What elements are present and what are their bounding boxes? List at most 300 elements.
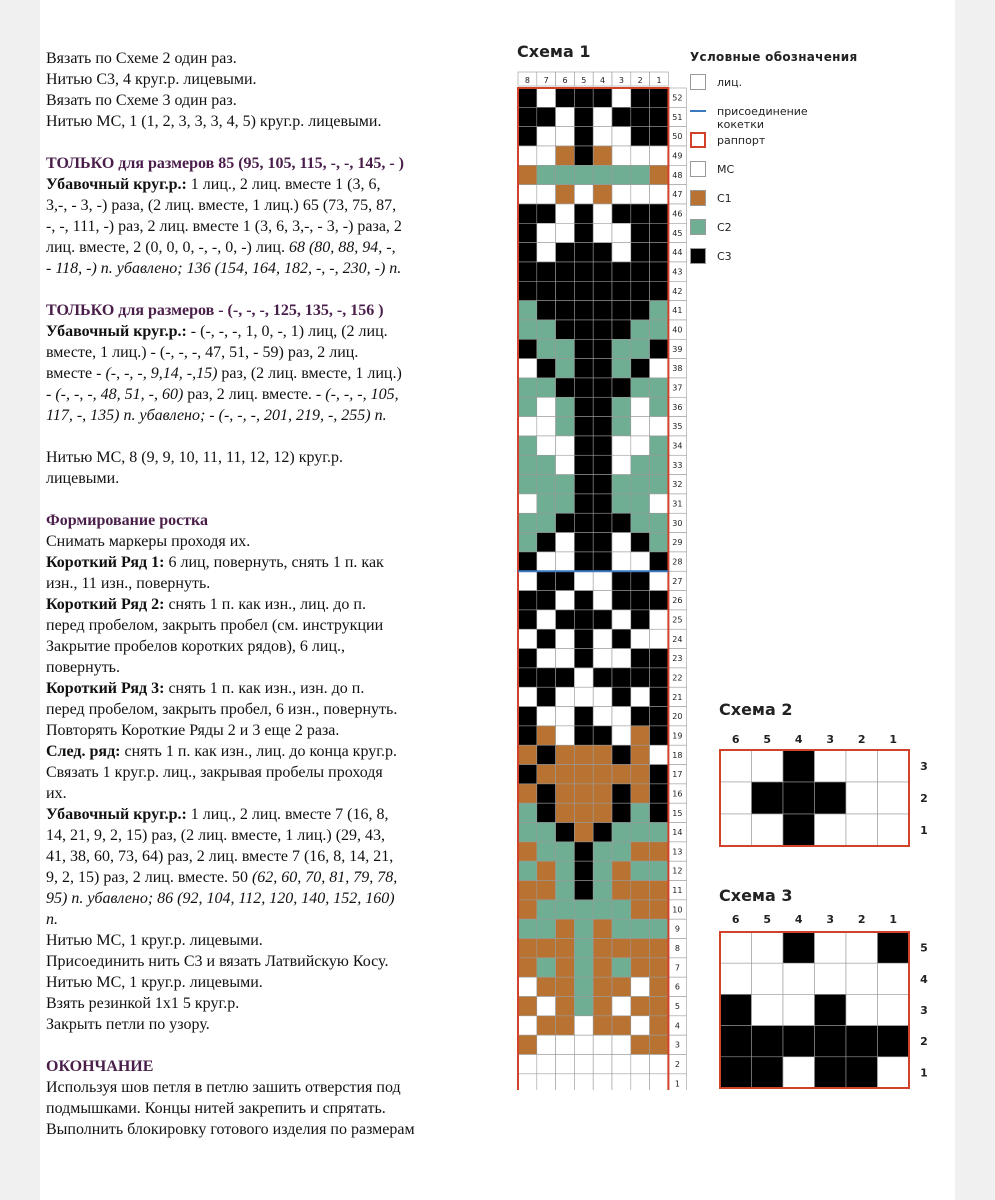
chart-cell [593, 552, 612, 571]
legend-item [690, 157, 857, 186]
chart-cell [574, 784, 593, 803]
instruction-line [46, 951, 466, 972]
col-label: 2 [857, 733, 866, 746]
text-run: их. [46, 785, 67, 802]
chart-cell [612, 378, 631, 397]
chart-cell [556, 436, 575, 455]
chart-cell [537, 977, 556, 996]
chart-cell [537, 881, 556, 900]
chart-cell [612, 243, 631, 262]
text-run: Короткий Ряд 3: [46, 680, 165, 697]
col-label: 1 [889, 733, 898, 746]
chart-cell [815, 963, 847, 994]
chart-cell [593, 127, 612, 146]
text-run: ОКОНЧАНИЕ [46, 1058, 154, 1075]
text-run: лицевыми. [46, 470, 120, 487]
chart-cell [612, 668, 631, 687]
legend-title: Условные обозначения [690, 50, 858, 64]
chart-cell [518, 146, 537, 165]
text-run: раз, 2 лиц. вместе. - [183, 386, 326, 403]
chart-cell [556, 977, 575, 996]
chart-cell [593, 320, 612, 339]
chart-cell [815, 1026, 847, 1057]
text-run: 3,-, - 3, -) раза, (2 лиц. вместе, 1 лиц.) 65 (73, 75, 87, [46, 197, 397, 214]
chart-cell [518, 861, 537, 880]
chart-cell [631, 262, 650, 281]
legend-item [690, 99, 857, 131]
chart-cell [537, 223, 556, 242]
chart-cell [593, 861, 612, 880]
instruction-line [46, 300, 466, 321]
chart-cell [574, 204, 593, 223]
chart-cell [612, 127, 631, 146]
col-label: 2 [637, 76, 643, 85]
chart-cell [612, 842, 631, 861]
row-label: 46 [672, 209, 683, 219]
instruction-line [46, 888, 466, 909]
instruction-line [46, 1119, 466, 1140]
chart-cell [631, 1074, 650, 1090]
chart-cell [650, 668, 669, 687]
chart-cell [556, 823, 575, 842]
chart-cell [556, 591, 575, 610]
chart-cell [631, 185, 650, 204]
instruction-line [46, 174, 466, 195]
row-label: 49 [672, 151, 683, 161]
chart-cell [556, 649, 575, 668]
chart-cell [556, 1055, 575, 1074]
chart-cell [593, 1035, 612, 1054]
chart-cell [752, 814, 784, 846]
chart-cell [556, 359, 575, 378]
chart-cell [612, 397, 631, 416]
chart-cell [518, 919, 537, 938]
chart-cell [815, 750, 847, 782]
chart-cell [631, 281, 650, 300]
chart-cell [537, 146, 556, 165]
chart-cell [631, 591, 650, 610]
chart-cell [650, 571, 669, 590]
chart-cell [556, 726, 575, 745]
chart-cell [574, 165, 593, 184]
chart-cell [556, 397, 575, 416]
chart-cell [650, 397, 669, 416]
row-label: 1 [920, 823, 928, 837]
chart-cell [631, 726, 650, 745]
chart-cell [631, 359, 650, 378]
chart-cell [752, 963, 784, 994]
chart-cell [612, 745, 631, 764]
chart-cell [574, 668, 593, 687]
row-label: 34 [672, 441, 683, 451]
chart-cell [518, 533, 537, 552]
row-label: 43 [672, 267, 683, 277]
instruction-line [46, 237, 466, 258]
instruction-line [46, 363, 466, 384]
chart-cell [518, 243, 537, 262]
chart-cell [593, 1016, 612, 1035]
row-label: 4 [674, 1021, 680, 1031]
legend-item [690, 128, 857, 157]
chart-cell [518, 629, 537, 648]
row-label: 7 [674, 963, 680, 973]
row-label: 19 [672, 731, 683, 741]
instruction-line [46, 783, 466, 804]
text-run: Вязать по Схеме 3 один раз. [46, 92, 237, 109]
row-label: 13 [672, 847, 683, 857]
legend-label: лиц. [717, 76, 743, 89]
chart-cell [612, 223, 631, 242]
chart-cell [631, 513, 650, 532]
instruction-line [46, 1098, 466, 1119]
instruction-line [46, 510, 466, 531]
chart-cell [752, 1026, 784, 1057]
chart-cell [593, 513, 612, 532]
chart-cell [537, 629, 556, 648]
chart-cell [574, 127, 593, 146]
spacer [46, 489, 466, 510]
chart-cell [612, 494, 631, 513]
chart-cell [612, 88, 631, 107]
chart-cell [593, 204, 612, 223]
text-run: 41, 38, 60, 73, 64) раз, 2 лиц. вместе 7 (16, 8, 14, 21, [46, 848, 394, 865]
chart-cell [518, 803, 537, 822]
row-label: 52 [672, 93, 683, 103]
chart-cell [593, 397, 612, 416]
col-label: 4 [794, 733, 803, 746]
chart-cell [537, 997, 556, 1016]
spacer [46, 279, 466, 300]
legend [690, 50, 857, 273]
chart-cell [593, 571, 612, 590]
chart-cell [537, 533, 556, 552]
chart-cell [650, 1055, 669, 1074]
chart-cell [631, 494, 650, 513]
instruction-line [46, 825, 466, 846]
instruction-line [46, 1077, 466, 1098]
row-label: 40 [672, 325, 683, 335]
instruction-line [46, 111, 466, 132]
legend-item [690, 186, 857, 215]
chart-cell [518, 88, 537, 107]
text-run: Выполнить блокировку готового изделия по размерам [46, 1121, 415, 1138]
chart-cell [518, 1055, 537, 1074]
row-label: 27 [672, 576, 683, 586]
chart-cell [650, 455, 669, 474]
instruction-line [46, 1056, 466, 1077]
text-run: - (-, -, -, 1, 0, -, 1) лиц, (2 лиц. [186, 323, 388, 340]
text-run: Убавочный круг.р.: [46, 323, 187, 340]
chart-cell [537, 1035, 556, 1054]
chart-cell [650, 243, 669, 262]
chart-cell [650, 803, 669, 822]
chart-cell [612, 939, 631, 958]
chart-cell [574, 378, 593, 397]
instruction-line [46, 195, 466, 216]
chart-cell [574, 494, 593, 513]
chart-cell [650, 107, 669, 126]
chart-cell [631, 475, 650, 494]
chart-cell [752, 994, 784, 1025]
text-run: ТОЛЬКО для размеров - (-, -, -, 125, 135, -, 156 ) [46, 302, 384, 319]
chart-cell [537, 958, 556, 977]
chart-cell [612, 1035, 631, 1054]
row-label: 31 [672, 499, 683, 509]
row-label: 3 [674, 1040, 680, 1050]
chart-cell [518, 359, 537, 378]
instruction-line [46, 48, 466, 69]
chart-cell [612, 262, 631, 281]
chart-cell [650, 436, 669, 455]
chart-cell [518, 417, 537, 436]
chart-cell [556, 378, 575, 397]
chart-cell [631, 165, 650, 184]
row-label: 2 [920, 1035, 928, 1049]
chart-cell [537, 262, 556, 281]
row-label: 8 [674, 944, 680, 954]
chart-cell [518, 262, 537, 281]
chart-cell [556, 552, 575, 571]
chart-cell [650, 475, 669, 494]
row-label: 18 [672, 750, 683, 760]
instruction-line [46, 153, 466, 174]
chart-cell [556, 243, 575, 262]
chart-cell [518, 127, 537, 146]
chart-cell [650, 745, 669, 764]
text-run: Нитью МС, 1 (1, 2, 3, 3, 3, 4, 5) круг.р. лицевыми. [46, 113, 382, 130]
row-label: 33 [672, 460, 683, 470]
text-run: Убавочный круг.р.: [46, 176, 187, 193]
chart-cell [593, 107, 612, 126]
chart-cell [593, 262, 612, 281]
chart-cell [631, 243, 650, 262]
chart-cell [518, 997, 537, 1016]
chart-cell [556, 784, 575, 803]
row-label: 38 [672, 364, 683, 374]
chart-cell [631, 339, 650, 358]
chart-cell [593, 339, 612, 358]
chart-cell [593, 977, 612, 996]
chart-cell [537, 1055, 556, 1074]
chart-cell [537, 339, 556, 358]
chart-cell [593, 803, 612, 822]
row-label: 15 [672, 808, 683, 818]
chart-cell [518, 881, 537, 900]
chart-cell [556, 455, 575, 474]
chart-cell [878, 814, 910, 846]
chart-cell [815, 814, 847, 846]
instruction-line [46, 972, 466, 993]
chart-cell [631, 610, 650, 629]
chart-cell [518, 900, 537, 919]
instruction-line [46, 657, 466, 678]
chart-cell [612, 359, 631, 378]
chart-cell [518, 571, 537, 590]
text-run: 68 (80, 88, 94, -, [288, 239, 396, 256]
chart-cell [556, 417, 575, 436]
chart-cell [556, 533, 575, 552]
chart-cell [752, 782, 784, 814]
text-run: Короткий Ряд 1: [46, 554, 165, 571]
chart-cell [518, 185, 537, 204]
chart-cell [650, 320, 669, 339]
row-label: 21 [672, 692, 683, 702]
chart-cell [556, 513, 575, 532]
row-label: 30 [672, 518, 683, 528]
chart-cell [556, 842, 575, 861]
chart-cell [720, 994, 752, 1025]
chart-cell [593, 668, 612, 687]
chart-cell [815, 932, 847, 963]
chart-cell [650, 861, 669, 880]
chart-cell [593, 88, 612, 107]
chart-cell [593, 649, 612, 668]
chart-cell [537, 610, 556, 629]
text-run: Нитью МС, 1 круг.р. лицевыми. [46, 974, 263, 991]
chart-cell [574, 88, 593, 107]
row-label: 24 [672, 634, 683, 644]
chart-cell [537, 243, 556, 262]
chart-cell [650, 1016, 669, 1035]
chart-cell [593, 939, 612, 958]
chart-cell [650, 301, 669, 320]
chart-cell [612, 185, 631, 204]
chart-cell [518, 204, 537, 223]
chart-cell [556, 1035, 575, 1054]
chart-cell [574, 455, 593, 474]
row-label: 17 [672, 770, 683, 780]
chart-cell [593, 494, 612, 513]
chart-cell [574, 533, 593, 552]
text-run: Закрыть петли по узору. [46, 1016, 210, 1033]
chart-cell [631, 861, 650, 880]
chart-cell [631, 958, 650, 977]
chart-cell [631, 977, 650, 996]
legend-label: С3 [717, 250, 732, 263]
instruction-line [46, 846, 466, 867]
text-run: снять 1 п. как изн., лиц. до п. [164, 596, 366, 613]
chart-cell [537, 649, 556, 668]
row-label: 1 [674, 1079, 680, 1089]
chart-cell [537, 359, 556, 378]
spacer [46, 132, 466, 153]
text-run: лиц. вместе, 2 (0, 0, 0, -, -, 0, -) лиц. [46, 239, 289, 256]
chart-cell [518, 1074, 537, 1090]
text-run: повернуть. [46, 659, 120, 676]
chart-cell [631, 1016, 650, 1035]
chart3 [718, 906, 948, 1092]
chart-cell [631, 397, 650, 416]
chart-cell [846, 932, 878, 963]
chart-cell [878, 750, 910, 782]
chart-cell [878, 963, 910, 994]
legend-swatch [690, 110, 706, 112]
col-label: 2 [857, 913, 866, 926]
chart-cell [574, 1055, 593, 1074]
text-run: (-, -, -, 105, [325, 386, 399, 403]
chart-cell [518, 1016, 537, 1035]
text-run: Вязать по Схеме 2 один раз. [46, 50, 237, 67]
text-run: снять 1 п. как изн., изн. до п. [164, 680, 365, 697]
instruction-line [46, 552, 466, 573]
chart-cell [631, 919, 650, 938]
chart-cell [574, 397, 593, 416]
chart-cell [846, 814, 878, 846]
chart-cell [556, 745, 575, 764]
chart-cell [612, 1016, 631, 1035]
chart-cell [631, 378, 650, 397]
chart-cell [593, 707, 612, 726]
chart-cell [650, 1035, 669, 1054]
chart-cell [631, 204, 650, 223]
chart-cell [650, 552, 669, 571]
chart-cell [650, 977, 669, 996]
chart-cell [612, 320, 631, 339]
chart-cell [518, 494, 537, 513]
chart-cell [612, 533, 631, 552]
chart-cell [593, 842, 612, 861]
chart-cell [631, 823, 650, 842]
chart-cell [518, 610, 537, 629]
chart-cell [556, 629, 575, 648]
chart-cell [612, 881, 631, 900]
chart-cell [518, 397, 537, 416]
chart-cell [593, 1074, 612, 1090]
chart-cell [631, 707, 650, 726]
col-label: 5 [763, 913, 772, 926]
chart-cell [537, 900, 556, 919]
chart-cell [846, 1057, 878, 1088]
chart2-title: Схема 2 [719, 700, 793, 719]
chart-cell [556, 919, 575, 938]
chart-cell [650, 900, 669, 919]
row-label: 6 [674, 982, 680, 992]
chart-cell [593, 610, 612, 629]
row-label: 5 [920, 941, 928, 955]
chart-cell [631, 146, 650, 165]
chart-cell [518, 591, 537, 610]
chart-cell [612, 165, 631, 184]
row-label: 1 [920, 1066, 928, 1080]
legend-swatch [690, 190, 706, 206]
text-run: вместе, 1 лиц.) - (-, -, -, 47, 51, - 59) раз, 2 лиц. [46, 344, 359, 361]
chart-cell [612, 339, 631, 358]
chart-cell [593, 243, 612, 262]
chart-cell [593, 378, 612, 397]
text-run: изн., 11 изн., повернуть. [46, 575, 211, 592]
chart-cell [556, 610, 575, 629]
chart-cell [612, 436, 631, 455]
col-label: 6 [731, 913, 740, 926]
chart-cell [537, 765, 556, 784]
chart-cell [631, 997, 650, 1016]
chart-cell [612, 591, 631, 610]
chart-cell [878, 1026, 910, 1057]
chart-cell [556, 668, 575, 687]
chart-cell [518, 339, 537, 358]
col-label: 6 [562, 76, 568, 85]
chart-cell [593, 687, 612, 706]
chart-cell [518, 668, 537, 687]
chart-cell [537, 571, 556, 590]
chart-cell [593, 745, 612, 764]
chart-cell [574, 861, 593, 880]
chart-cell [720, 750, 752, 782]
chart-cell [574, 707, 593, 726]
chart-cell [650, 417, 669, 436]
chart-cell [650, 610, 669, 629]
row-label: 42 [672, 286, 683, 296]
